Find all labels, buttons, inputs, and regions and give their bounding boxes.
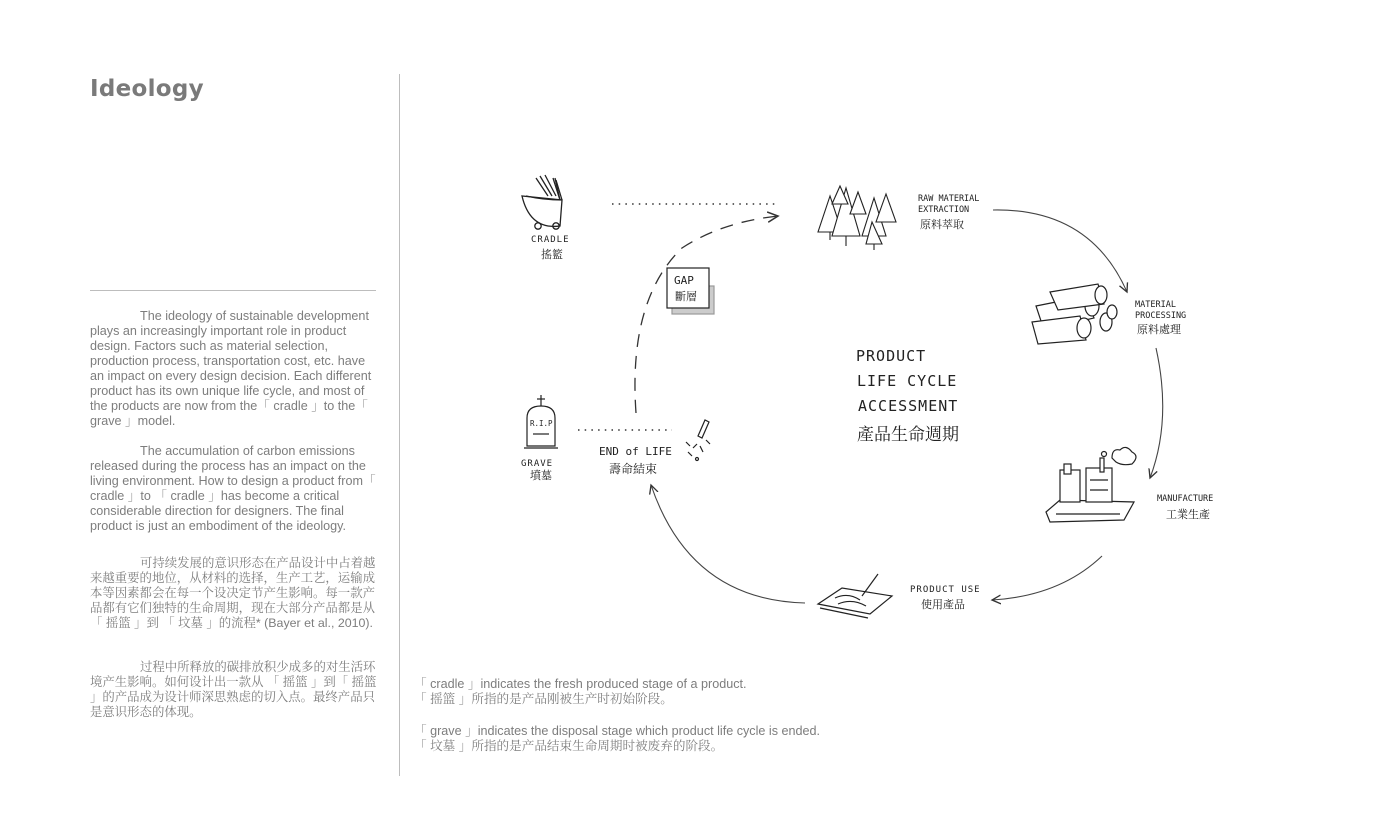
- manufacture-label-en: MANUFACTURE: [1157, 494, 1214, 504]
- factory-icon: [1046, 447, 1136, 522]
- paragraph-zh-2: 过程中所释放的碳排放积少成多的对生活环境产生影响。如何设计出一款从 「 摇篮 」到「 摇篮 」的产品成为设计师深思熟虑的切入点。最终产品只是意识形态的体现。: [90, 660, 377, 719]
- gap-label-zh: 斷層: [675, 290, 697, 303]
- arrow-processing-to-manufacture: [1150, 348, 1163, 478]
- paper-pen-icon: [818, 574, 892, 618]
- note-cradle-en: 「 cradle 」indicates the fresh produced stage of a product.: [414, 677, 747, 691]
- raw-label-en2: EXTRACTION: [918, 205, 970, 215]
- arrow-raw-to-processing: [993, 210, 1127, 292]
- center-line-1: PRODUCT: [856, 347, 927, 365]
- processing-label-en1: MATERIAL: [1135, 300, 1176, 310]
- stroller-icon: [522, 175, 562, 229]
- end-label-zh: 壽命結束: [609, 462, 658, 476]
- raw-label-en1: RAW MATERIAL: [918, 194, 980, 204]
- gap-label-en: GAP: [674, 274, 694, 287]
- cradle-label-zh: 搖籃: [541, 248, 563, 261]
- paragraph-zh-1: 可持续发展的意识形态在产品设计中占着越来越重要的地位，从材料的选择，生产工艺，运输成本等因素都会在每一个设决定节产生影响。每一款产品都有它们独特的生命周期，现在大部分产品都是从 「 摇篮 」到 「 坟墓 」的流程* (Bayer et al., 2010).: [90, 556, 376, 630]
- end-label-en: END of LIFE: [599, 445, 672, 458]
- manufacture-label-zh: 工業生產: [1166, 508, 1210, 521]
- note-cradle: [414, 677, 934, 707]
- grave-label-zh: 墳墓: [530, 469, 552, 482]
- tombstone-text: R.I.P: [530, 419, 553, 428]
- arrow-manufacture-to-use: [992, 556, 1102, 600]
- paragraph-en-1: The ideology of sustainable development plays an increasingly important role in product design. Factors such as material selection, production process, transportation cost, etc. have an impact on every design decision. Each different product has its own unique life cycle, and most of the products are now from the「 cradle 」to the「 grave 」model.: [90, 309, 372, 428]
- use-label-zh: 使用產品: [921, 598, 965, 611]
- life-cycle-diagram: [400, 100, 1300, 640]
- note-grave-zh: 「 坟墓 」所指的是产品结束生命周期时被废弃的阶段。: [414, 739, 724, 753]
- paragraph-en-2: The accumulation of carbon emissions released during the process has an impact on the living environment. How to design a product from「 cradle 」to 「 cradle 」has become a critical considerable direction for designers. The final product is just an embodiment of the ideology.: [90, 444, 376, 533]
- center-line-3: ACCESSMENT: [858, 397, 959, 415]
- note-cradle-zh: 「 摇篮 」所指的是产品刚被生产时初始阶段。: [414, 692, 673, 706]
- page-title: Ideology: [90, 76, 204, 102]
- processing-label-en2: PROCESSING: [1135, 311, 1187, 321]
- trees-icon: [818, 186, 896, 250]
- cradle-label-en: CRADLE: [531, 235, 570, 245]
- arrow-use-to-end: [651, 485, 805, 603]
- use-label-en: PRODUCT USE: [910, 585, 981, 595]
- processing-label-zh: 原料處理: [1137, 323, 1181, 336]
- center-line-zh: 產品生命週期: [857, 425, 959, 445]
- center-line-2: LIFE CYCLE: [857, 372, 958, 390]
- broken-pen-icon: [686, 420, 710, 461]
- logs-icon: [1032, 284, 1117, 344]
- note-grave-en: 「 grave 」indicates the disposal stage which product life cycle is ended.: [414, 724, 821, 738]
- horizontal-divider: [90, 290, 376, 291]
- grave-label-en: GRAVE: [521, 459, 554, 469]
- note-grave: [414, 724, 934, 754]
- raw-label-zh: 原料萃取: [920, 218, 964, 231]
